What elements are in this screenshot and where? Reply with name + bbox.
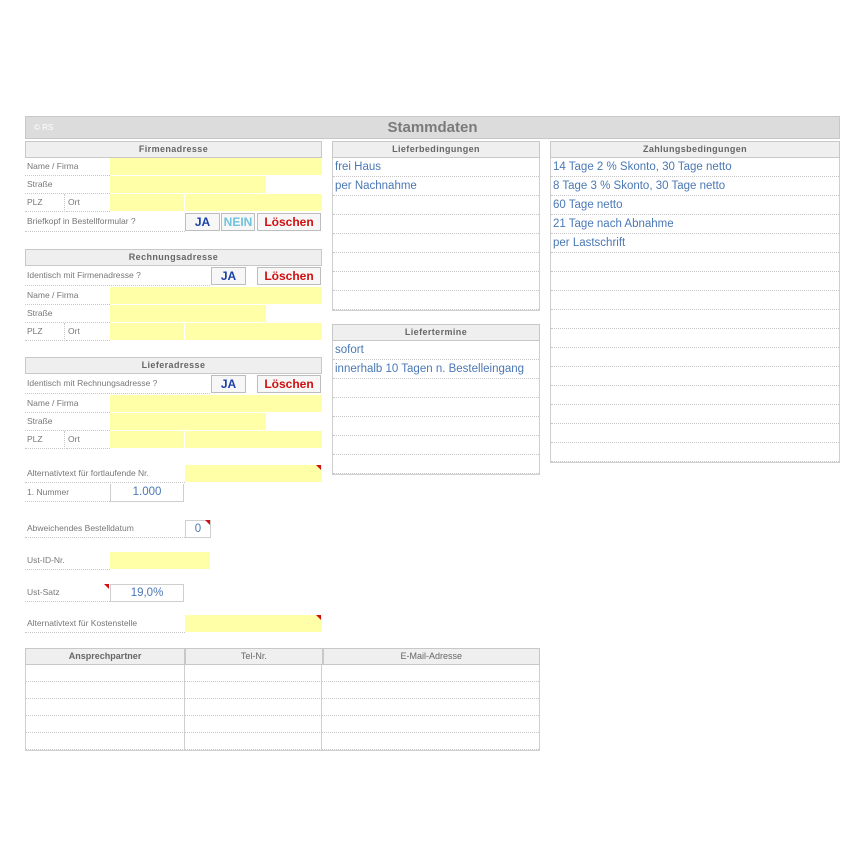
rechnung-ort-label: Ort: [66, 323, 110, 341]
liefertermin-item[interactable]: [333, 455, 539, 474]
email-cell[interactable]: [322, 733, 539, 750]
lieferbedingungen-header: Lieferbedingungen: [332, 141, 540, 158]
contacts-table: [25, 648, 540, 751]
tel-cell[interactable]: [185, 699, 322, 716]
page-title: Stammdaten: [387, 119, 478, 136]
ansprechpartner-cell[interactable]: [26, 716, 185, 733]
firma-name-label: Name / Firma: [25, 158, 110, 176]
table-row: [26, 682, 539, 699]
liefer-strasse-label: Straße: [25, 413, 110, 431]
firma-loeschen-button[interactable]: Löschen: [257, 213, 321, 231]
rechnung-name-input[interactable]: [110, 287, 322, 304]
alt-fortlaufend-input[interactable]: [185, 465, 322, 482]
comment-marker-icon: [316, 615, 321, 620]
table-row: [26, 716, 539, 733]
liefer-identisch-label: Identisch mit Rechnungsadresse ?: [25, 375, 210, 394]
liefer-plz-label: PLZ: [25, 431, 65, 449]
ansprechpartner-cell[interactable]: [26, 682, 185, 699]
alt-kostenstelle-label: Alternativtext für Kostenstelle: [25, 615, 185, 633]
alt-fortlaufend-label: Alternativtext für fortlaufende Nr.: [25, 465, 185, 483]
liefer-ort-label: Ort: [66, 431, 110, 449]
zahlungsbedingung-item[interactable]: 14 Tage 2 % Skonto, 30 Tage netto: [551, 158, 839, 177]
zahlungsbedingung-item[interactable]: [551, 329, 839, 348]
rechnung-strasse-label: Straße: [25, 305, 110, 323]
rechnung-identisch-label: Identisch mit Firmenadresse ?: [25, 267, 210, 286]
tel-cell[interactable]: [185, 716, 322, 733]
lieferbedingung-item[interactable]: [333, 234, 539, 253]
lieferadresse-header: Lieferadresse: [25, 357, 322, 374]
rechnung-plz-input[interactable]: [110, 323, 184, 340]
zahlungsbedingung-item[interactable]: [551, 443, 839, 462]
table-row: [26, 665, 539, 682]
liefertermine-list: [332, 341, 540, 475]
firma-ort-input[interactable]: [185, 194, 322, 211]
ansprechpartner-cell[interactable]: [26, 699, 185, 716]
email-cell[interactable]: [322, 682, 539, 699]
liefer-name-label: Name / Firma: [25, 395, 110, 413]
zahlungsbedingungen-list: [550, 158, 840, 463]
email-cell[interactable]: [322, 699, 539, 716]
rechnung-loeschen-button[interactable]: Löschen: [257, 267, 321, 285]
lieferbedingung-item[interactable]: [333, 272, 539, 291]
lieferbedingung-item[interactable]: [333, 253, 539, 272]
zahlungsbedingung-item[interactable]: 60 Tage netto: [551, 196, 839, 215]
erste-nummer-label: 1. Nummer: [25, 484, 110, 502]
tel-cell[interactable]: [185, 733, 322, 750]
ust-id-input[interactable]: [110, 552, 210, 569]
firma-plz-label: PLZ: [25, 194, 65, 212]
zahlungsbedingung-item[interactable]: 8 Tage 3 % Skonto, 30 Tage netto: [551, 177, 839, 196]
contacts-header-email: E-Mail-Adresse: [323, 648, 540, 665]
firma-strasse-input[interactable]: [110, 176, 266, 193]
briefkopf-nein-button[interactable]: NEIN: [221, 213, 255, 231]
zahlungsbedingung-item[interactable]: 21 Tage nach Abnahme: [551, 215, 839, 234]
lieferbedingung-item[interactable]: [333, 196, 539, 215]
zahlungsbedingung-item[interactable]: [551, 253, 839, 272]
comment-marker-icon: [316, 465, 321, 470]
alt-kostenstelle-input[interactable]: [185, 615, 322, 632]
liefer-ort-input[interactable]: [185, 431, 322, 448]
abw-bestelldatum-label: Abweichendes Bestelldatum: [25, 520, 185, 538]
zahlungsbedingung-item[interactable]: per Lastschrift: [551, 234, 839, 253]
liefertermine-header: Liefertermine: [332, 324, 540, 341]
liefertermin-item[interactable]: sofort: [333, 341, 539, 360]
briefkopf-ja-button[interactable]: JA: [185, 213, 220, 231]
contacts-header-tel: Tel-Nr.: [185, 648, 322, 665]
rechnung-ja-button[interactable]: JA: [211, 267, 246, 285]
ust-id-label: Ust-ID-Nr.: [25, 552, 110, 570]
abw-bestelldatum-value[interactable]: 0: [185, 520, 211, 538]
liefer-strasse-input[interactable]: [110, 413, 266, 430]
lieferbedingung-item[interactable]: per Nachnahme: [333, 177, 539, 196]
title-bar: [25, 116, 840, 139]
contacts-header-row: [25, 648, 540, 665]
tel-cell[interactable]: [185, 682, 322, 699]
rechnung-ort-input[interactable]: [185, 323, 322, 340]
tel-cell[interactable]: [185, 665, 322, 682]
zahlungsbedingung-item[interactable]: [551, 272, 839, 291]
firma-strasse-label: Straße: [25, 176, 110, 194]
firma-plz-input[interactable]: [110, 194, 184, 211]
comment-marker-icon: [205, 520, 210, 525]
liefertermin-item[interactable]: [333, 379, 539, 398]
zahlungsbedingung-item[interactable]: [551, 367, 839, 386]
briefkopf-label: Briefkopf in Bestellformular ?: [25, 213, 185, 232]
email-cell[interactable]: [322, 665, 539, 682]
email-cell[interactable]: [322, 716, 539, 733]
lieferbedingung-item[interactable]: frei Haus: [333, 158, 539, 177]
liefer-ja-button[interactable]: JA: [211, 375, 246, 393]
firma-ort-label: Ort: [66, 194, 110, 212]
zahlungsbedingung-item[interactable]: [551, 291, 839, 310]
zahlungsbedingung-item[interactable]: [551, 405, 839, 424]
rechnung-name-label: Name / Firma: [25, 287, 110, 305]
lieferbedingung-item[interactable]: [333, 215, 539, 234]
contacts-body: [25, 665, 540, 751]
liefertermin-item[interactable]: innerhalb 10 Tagen n. Bestelleingang: [333, 360, 539, 379]
copyright-text: © RS: [34, 123, 54, 132]
zahlungsbedingung-item[interactable]: [551, 424, 839, 443]
table-row: [26, 699, 539, 716]
liefer-plz-input[interactable]: [110, 431, 184, 448]
contacts-header-ansprechpartner: Ansprechpartner: [25, 648, 185, 665]
rechnungsadresse-header: Rechnungsadresse: [25, 249, 322, 266]
liefertermin-item[interactable]: [333, 398, 539, 417]
rechnung-strasse-input[interactable]: [110, 305, 266, 322]
liefertermin-item[interactable]: [333, 417, 539, 436]
liefertermin-item[interactable]: [333, 436, 539, 455]
firmenadresse-header: Firmenadresse: [25, 141, 322, 158]
table-row: [26, 733, 539, 750]
ansprechpartner-cell[interactable]: [26, 665, 185, 682]
lieferbedingung-item[interactable]: [333, 291, 539, 310]
erste-nummer-value[interactable]: 1.000: [110, 484, 184, 502]
zahlungsbedingung-item[interactable]: [551, 386, 839, 405]
rechnung-plz-label: PLZ: [25, 323, 65, 341]
lieferbedingungen-list: [332, 158, 540, 311]
ust-satz-label: Ust-Satz: [25, 584, 110, 602]
firma-name-input[interactable]: [110, 158, 322, 175]
ansprechpartner-cell[interactable]: [26, 733, 185, 750]
zahlungsbedingungen-header: Zahlungsbedingungen: [550, 141, 840, 158]
ust-satz-value[interactable]: 19,0%: [110, 584, 184, 602]
comment-marker-icon: [104, 584, 109, 589]
zahlungsbedingung-item[interactable]: [551, 348, 839, 367]
liefer-loeschen-button[interactable]: Löschen: [257, 375, 321, 393]
zahlungsbedingung-item[interactable]: [551, 310, 839, 329]
liefer-name-input[interactable]: [110, 395, 322, 412]
